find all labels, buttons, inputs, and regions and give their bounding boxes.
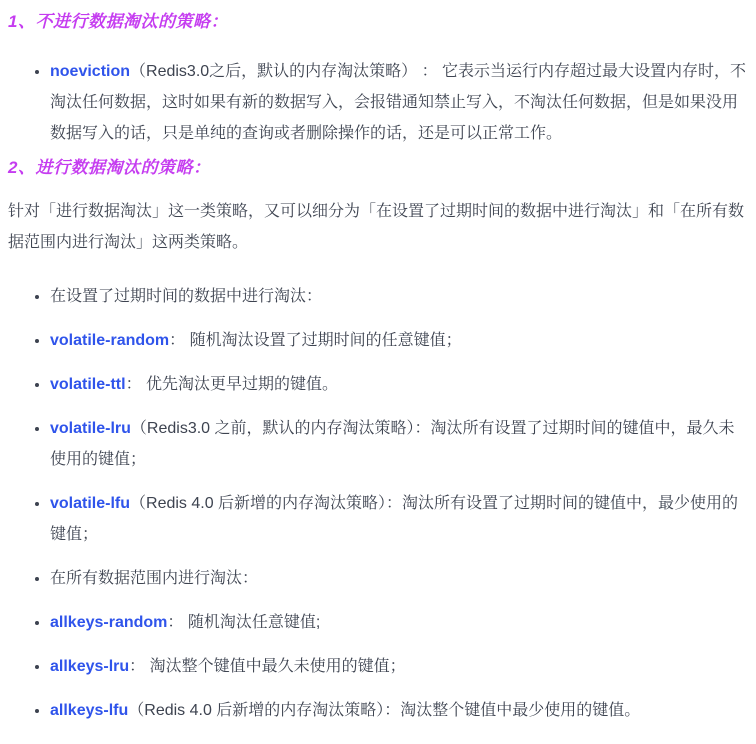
section-heading-eviction: 2、进行数据淘汰的策略： xyxy=(8,158,211,177)
list-item-text: （Redis 4.0 后新增的内存淘汰策略）：淘汰所有设置了过期时间的键值中，最少使用的键值； xyxy=(50,495,739,543)
keyword-link-volatile-lru[interactable]: volatile-lru xyxy=(50,420,131,437)
list-item-text: ： 随机淘汰任意键值; xyxy=(167,614,321,631)
eviction-policy-list xyxy=(8,281,748,726)
list-item-allkeys-lfu xyxy=(50,695,748,726)
list-item-allkeys-scope-header xyxy=(50,563,748,594)
keyword-link-volatile-ttl[interactable]: volatile-ttl xyxy=(50,376,126,393)
eviction-intro-paragraph: 针对「进行数据淘汰」这一类策略，又可以细分为「在设置了过期时间的数据中进行淘汰」和「在所有数据范围内进行淘汰」这两类策略。 xyxy=(8,203,745,251)
list-item-text: （Redis3.0 之前，默认的内存淘汰策略）：淘汰所有设置了过期时间的键值中，最久未使用的键值； xyxy=(50,420,735,468)
keyword-link-volatile-lfu[interactable]: volatile-lfu xyxy=(50,495,131,512)
list-item-volatile-lru xyxy=(50,413,748,475)
list-item-text: ： 随机淘汰设置了过期时间的任意键值； xyxy=(169,332,462,349)
list-item-expired-scope-header xyxy=(50,281,748,312)
keyword-link-allkeys-random[interactable]: allkeys-random xyxy=(50,614,168,631)
list-item-text: （Redis 4.0 后新增的内存淘汰策略）：淘汰整个键值中最少使用的键值。 xyxy=(128,702,641,719)
list-item-noeviction xyxy=(50,56,748,149)
list-item-volatile-lfu xyxy=(50,488,748,550)
section-heading-no-eviction: 1、不进行数据淘汰的策略： xyxy=(8,12,228,31)
list-item-text: （Redis3.0之后，默认的内存淘汰策略） ： 它表示当运行内存超过最大设置内存时，不淘汰任何数据，这时如果有新的数据写入，会报错通知禁止写入，不淘汰任何数据，但是如果没用数据写入的话，只是单纯的查询或者删除操作的话，还是可以正常工作。 xyxy=(50,63,747,142)
list-item-text: ： 淘汰整个键值中最久未使用的键值； xyxy=(129,658,406,675)
keyword-link-volatile-random[interactable]: volatile-random xyxy=(50,332,170,349)
keyword-link-allkeys-lfu[interactable]: allkeys-lfu xyxy=(50,702,129,719)
no-eviction-list xyxy=(8,56,748,149)
list-item-allkeys-random xyxy=(50,607,748,638)
list-item-volatile-ttl xyxy=(50,369,748,400)
list-item-text: 在设置了过期时间的数据中进行淘汰： xyxy=(50,288,323,305)
keyword-link-noeviction[interactable]: noeviction xyxy=(50,63,131,80)
list-item-volatile-random xyxy=(50,325,748,356)
keyword-link-allkeys-lru[interactable]: allkeys-lru xyxy=(50,658,130,675)
list-item-text: 在所有数据范围内进行淘汰： xyxy=(50,570,259,587)
list-item-allkeys-lru xyxy=(50,651,748,682)
list-item-text: ： 优先淘汰更早过期的键值。 xyxy=(125,376,339,393)
